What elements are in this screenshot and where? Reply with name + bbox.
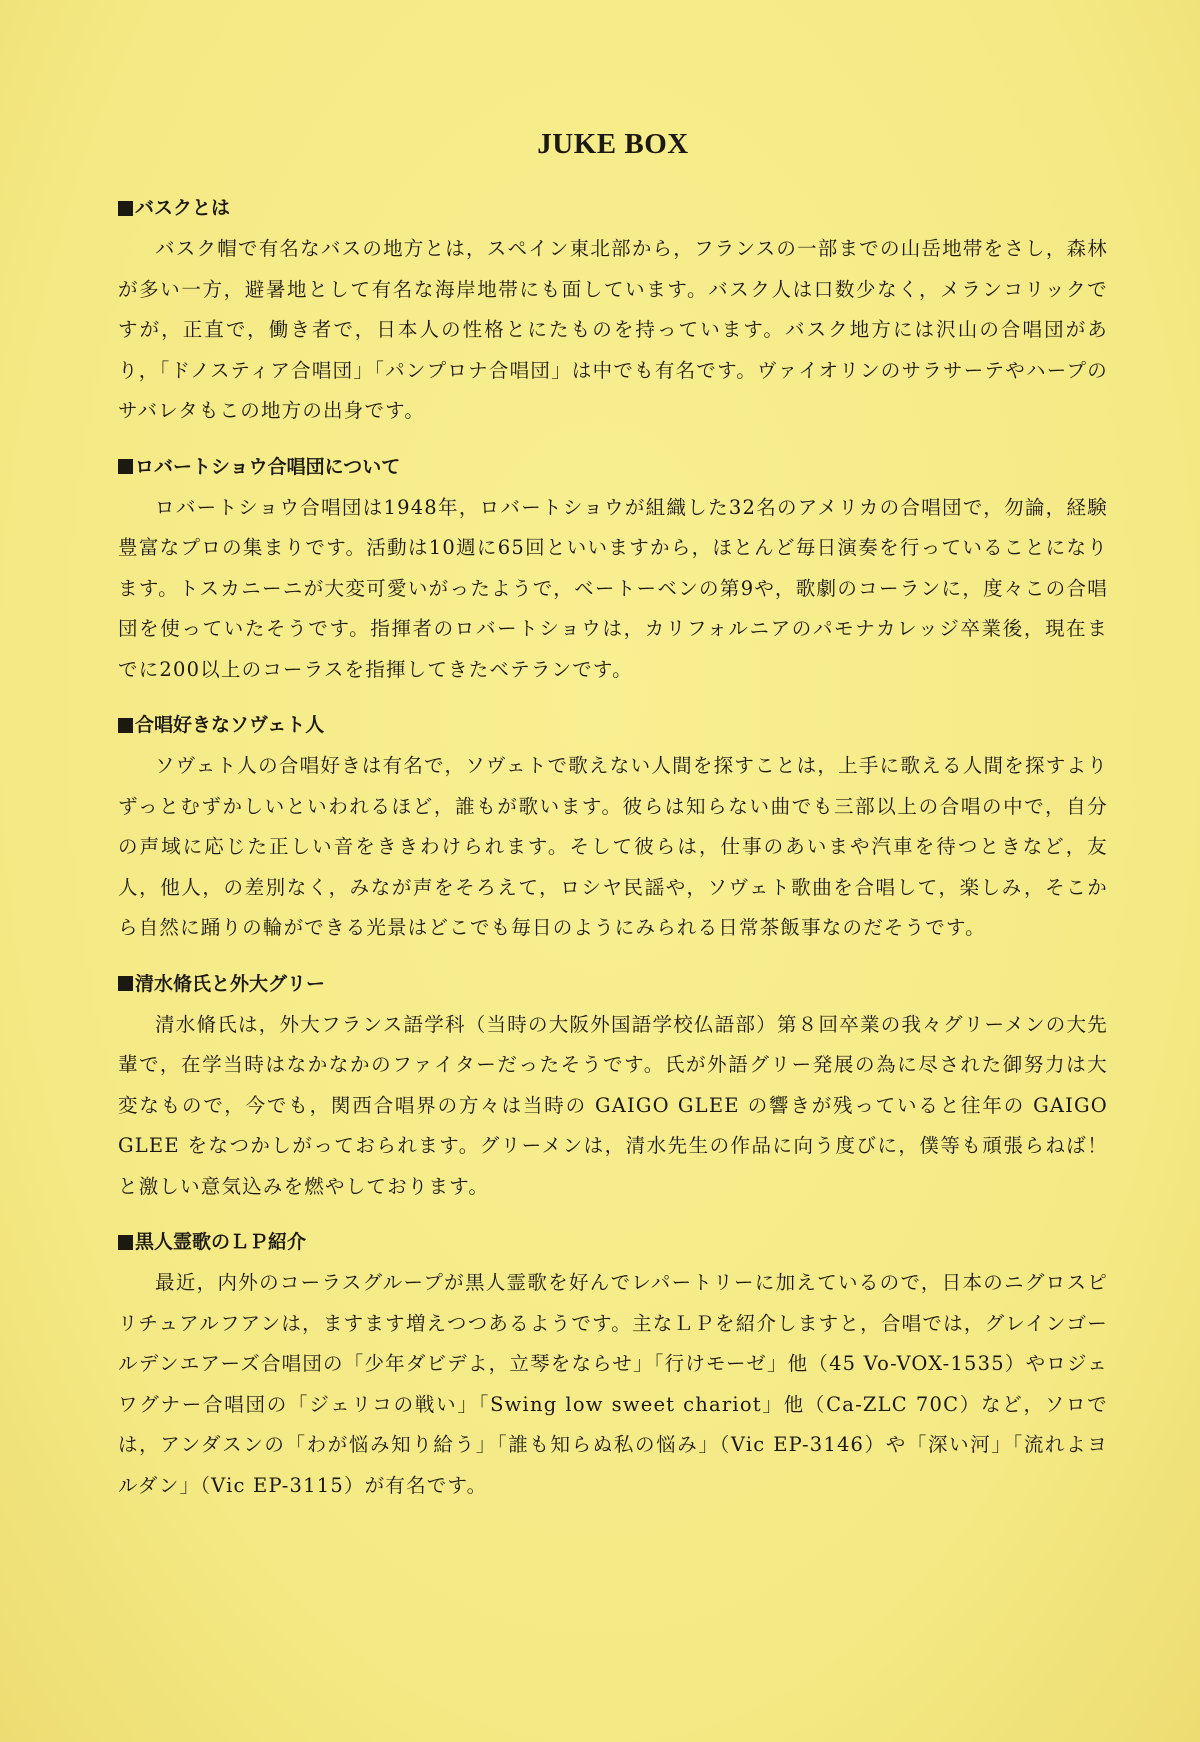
page-title: JUKE BOX [537, 128, 689, 160]
section-body: バスク帽で有名なバスの地方とは，スペイン東北部から，フランスの一部までの山岳地帯をさし，森林が多い一方，避暑地として有名な海岸地帯にも面しています。バスク人は口数少なく，メランコリックですが，正直で，働き者で，日本人の性格とにたものを持っています。バスク地方には沢山の合唱団があり，「ドノスティア合唱団」「パンプロナ合唱団」は中でも有名です。ヴァイオリンのサラサーテやハープのサバレタもこの地方の出身です。 [118, 237, 1108, 422]
section-body: 最近，内外のコーラスグループが黒人霊歌を好んでレパートリーに加えているので，日本のニグロスピリチュアルフアンは，ますます増えつつあるようです。主なＬＰを紹介しますと，合唱では，グレインゴールデンエアーズ合唱団の「少年ダビデよ，立琴をならせ」「行けモーゼ」他（45 Vo-VOX-1535）やロジェワグナー合唱団の「ジェリコの戦い」「Swing low sweet chariot」他（Ca-ZLC 70C）など，ソロでは，アンダスンの「わが悩み知り給う」「誰も知らぬ私の悩み」（Vic EP-3146）や「深い河」「流れよヨルダン」（Vic EP-3115）が有名です。 [118, 1271, 1108, 1497]
section-soviet-choir [118, 712, 1108, 949]
section-robert-shaw [118, 454, 1108, 691]
black-square-icon [118, 459, 133, 474]
section-heading-text: 合唱好きなソヴェト人 [135, 714, 325, 736]
section-heading [118, 971, 1108, 997]
section-heading [118, 454, 1108, 480]
black-square-icon [118, 718, 133, 733]
section-shimizu-glee [118, 971, 1129, 1208]
section-spirituals-lp [118, 1229, 1108, 1506]
section-body: ソヴェト人の合唱好きは有名で，ソヴェトで歌えない人間を探すことは，上手に歌える人間を探すよりずっとむずかしいといわれるほど，誰もが歌います。彼らは知らない曲でも三部以上の合唱の中で，自分の声域に応じた正しい音をききわけられます。そして彼らは，仕事のあいまや汽車を待つときなど，友人，他人，の差別なく，みなが声をそろえて，ロシヤ民謡や，ソヴェト歌曲を合唱して，楽しみ，そこから自然に踊りの輪ができる光景はどこでも毎日のようにみられる日常茶飯事なのだそうです。 [118, 754, 1108, 939]
section-heading [118, 195, 1108, 221]
section-basque [118, 195, 1108, 432]
section-heading-text: バスクとは [135, 197, 231, 219]
black-square-icon [118, 201, 133, 216]
section-heading-text: ロバートショウ合唱団について [135, 455, 401, 478]
section-body: ロバートショウ合唱団は1948年，ロバートショウが組織した32名のアメリカの合唱団で，勿論，経験豊富なプロの集まりです。活動は10週に65回といいますから，ほとんど毎日演奏を行っていることになります。トスカニーニが大変可愛いがったようで，ベートーベンの第9や，歌劇のコーランに，度々この合唱団を使っていたそうです。指揮者のロバートショウは，カリフォルニアのパモナカレッジ卒業後，現在までに200以上のコーラスを指揮してきたベテランです。 [118, 495, 1108, 681]
section-heading-text: 黒人霊歌のＬＰ紹介 [135, 1231, 307, 1253]
section-heading [118, 1229, 1108, 1255]
section-body: 清水脩氏は，外大フランス語学科（当時の大阪外国語学校仏語部）第８回卒業の我々グリーメンの大先輩で，在学当時はなかなかのファイターだったそうです。氏が外語グリー発展の為に尽された御努力は大変なもので，今でも，関西合唱界の方々は当時の GAIGO GLEE の響きが残っていると往年の GAIGO GLEE をなつかしがっておられます。グリーメンは，清水先生の作品に向う度びに，僕等も頑張らねば！ と激しい意気込みを燃やしております。 [118, 1012, 1129, 1198]
black-square-icon [118, 1235, 133, 1250]
section-heading-text: 清水脩氏と外大グリー [135, 972, 326, 995]
black-square-icon [118, 976, 133, 991]
section-heading [118, 712, 1108, 738]
